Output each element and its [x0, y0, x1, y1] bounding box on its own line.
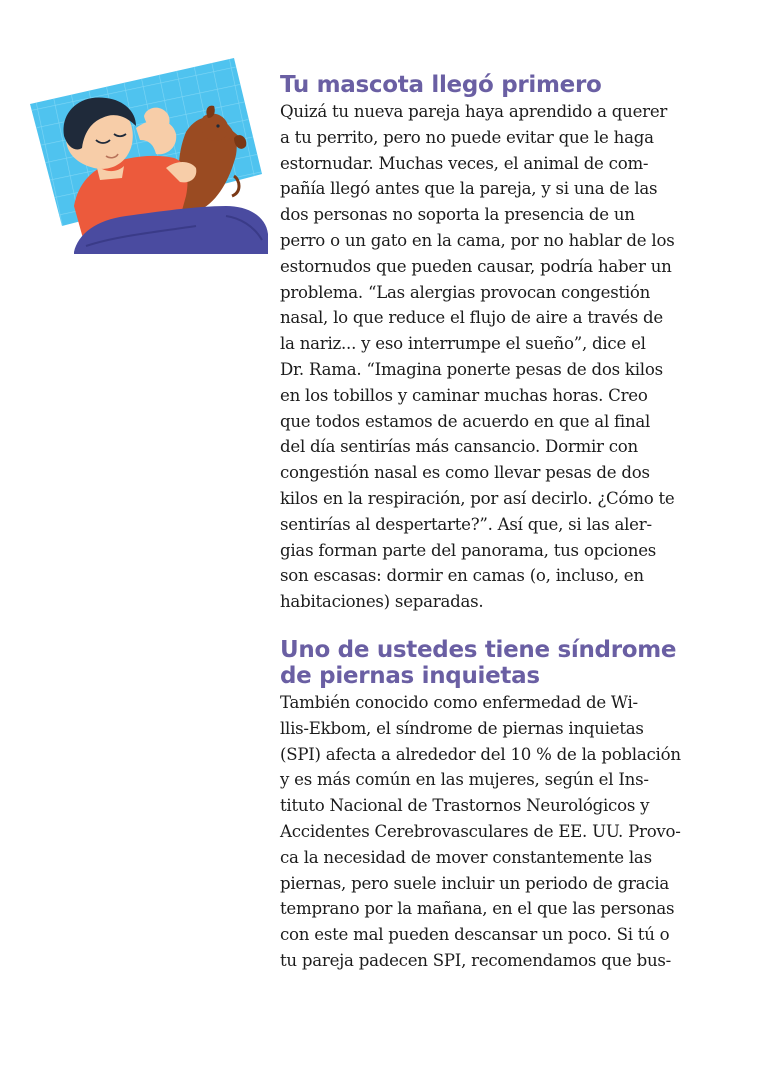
body-line: en los tobillos y caminar muchas horas. Creo: [280, 385, 648, 405]
body-line: que todos estamos de acuerdo en que al final: [280, 411, 651, 431]
body-line: a tu perrito, pero no puede evitar que le haga: [280, 127, 654, 147]
body-line: la nariz... y eso interrumpe el sueño”, dice el: [280, 334, 646, 354]
article-text: [280, 72, 740, 974]
body-line: temprano por la mañana, en el que las personas: [280, 899, 675, 919]
body-line: habitaciones) separadas.: [280, 592, 484, 612]
body-line: (SPI) afecta a alrededor del 10 % de la población: [280, 744, 681, 764]
body-line: tituto Nacional de Trastornos Neurológicos y: [280, 796, 650, 816]
section-pet-came-first: [280, 72, 740, 615]
body-line: con este mal pueden descansar un poco. Si tú o: [280, 925, 670, 945]
section-restless-legs: [280, 637, 740, 974]
body-line: perro o un gato en la cama, por no hablar de los: [280, 230, 675, 250]
body-line: y es más común en las mujeres, según el Ins-: [280, 770, 649, 790]
heading-line: Tu mascota llegó primero: [280, 72, 602, 98]
heading-line: Uno de ustedes tiene síndrome: [280, 636, 677, 663]
body-line: También conocido como enfermedad de Wi-: [280, 692, 638, 712]
section-body: [280, 690, 740, 974]
body-line: congestión nasal es como llevar pesas de dos: [280, 463, 650, 483]
body-line: nasal, lo que reduce el flujo de aire a través de: [280, 308, 664, 328]
section-heading: [280, 72, 740, 98]
section-body: [280, 99, 740, 615]
body-line: piernas, pero suele incluir un periodo de gracia: [280, 873, 670, 893]
body-line: ca la necesidad de mover constantemente las: [280, 847, 652, 867]
body-line: sentirías al despertarte?”. Así que, si las aler-: [280, 514, 652, 534]
body-line: pañía llegó antes que la pareja, y si una de las: [280, 179, 658, 199]
heading-line: de piernas inquietas: [280, 662, 540, 689]
section-heading: [280, 637, 740, 689]
body-line: llis-Ekbom, el síndrome de piernas inquietas: [280, 718, 644, 738]
body-line: son escasas: dormir en camas (o, incluso, en: [280, 566, 644, 586]
body-line: estornudar. Muchas veces, el animal de com-: [280, 153, 649, 173]
body-line: del día sentirías más cansancio. Dormir con: [280, 437, 638, 457]
body-line: Accidentes Cerebrovasculares de EE. UU. Provo-: [280, 821, 681, 841]
body-line: Dr. Rama. “Imagina ponerte pesas de dos kilos: [280, 359, 663, 379]
sleeping-man-with-dog-illustration: [26, 56, 268, 254]
body-line: problema. “Las alergias provocan congestión: [280, 282, 651, 302]
body-line: Quizá tu nueva pareja haya aprendido a querer: [280, 102, 668, 121]
body-line: dos personas no soporta la presencia de un: [280, 205, 635, 225]
body-line: gias forman parte del panorama, tus opciones: [280, 540, 657, 560]
body-line: estornudos que pueden causar, podría haber un: [280, 256, 672, 276]
body-line: kilos en la respiración, por así decirlo. ¿Cómo te: [280, 488, 675, 508]
body-line: tu pareja padecen SPI, recomendamos que bus-: [280, 950, 672, 970]
